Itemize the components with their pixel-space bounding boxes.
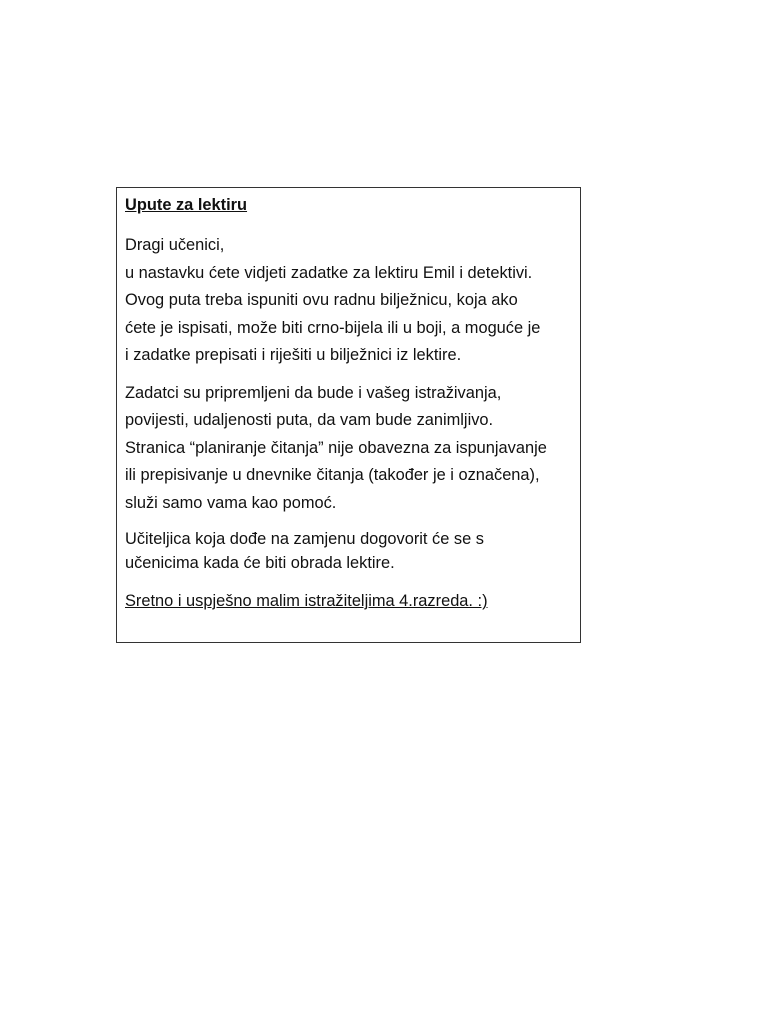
paragraph-line: Učiteljica koja dođe na zamjenu dogovorit će se s xyxy=(125,530,484,548)
paragraph-line: služi samo vama kao pomoć. xyxy=(125,493,337,512)
closing-wish: Sretno i uspješno malim istražiteljima 4.razreda. :) xyxy=(125,592,488,610)
paragraph-line: Zadatci su pripremljeni da bude i vašeg istraživanja, xyxy=(125,383,502,402)
paragraph-line: Ovog puta treba ispuniti ovu radnu bilježnicu, koja ako xyxy=(125,291,518,309)
instructions-box xyxy=(116,187,581,643)
paragraph-line: Dragi učenici, xyxy=(125,236,225,254)
paragraph-line: Stranica “planiranje čitanja” nije obavezna za ispunjavanje xyxy=(125,438,547,457)
instructions-title: Upute za lektiru xyxy=(125,196,248,214)
paragraph-line: povijesti, udaljenosti puta, da vam bude zanimljivo. xyxy=(125,411,494,429)
paragraph-line: i zadatke prepisati i riješiti u bilježnici iz lektire. xyxy=(125,346,462,364)
paragraph-line: ili prepisivanje u dnevnike čitanja (također je i označena), xyxy=(125,466,540,484)
paragraph-line: učenicima kada će biti obrada lektire. xyxy=(125,554,395,572)
paragraph-substitute-teacher xyxy=(125,527,572,575)
paragraph-tasks xyxy=(125,380,572,518)
paragraph-line: u nastavku ćete vidjeti zadatke za lektiru Emil i detektivi. xyxy=(125,263,533,282)
paragraph-greeting xyxy=(125,232,572,370)
paragraph-line: ćete je ispisati, može biti crno-bijela ili u boji, a moguće je xyxy=(125,318,541,337)
